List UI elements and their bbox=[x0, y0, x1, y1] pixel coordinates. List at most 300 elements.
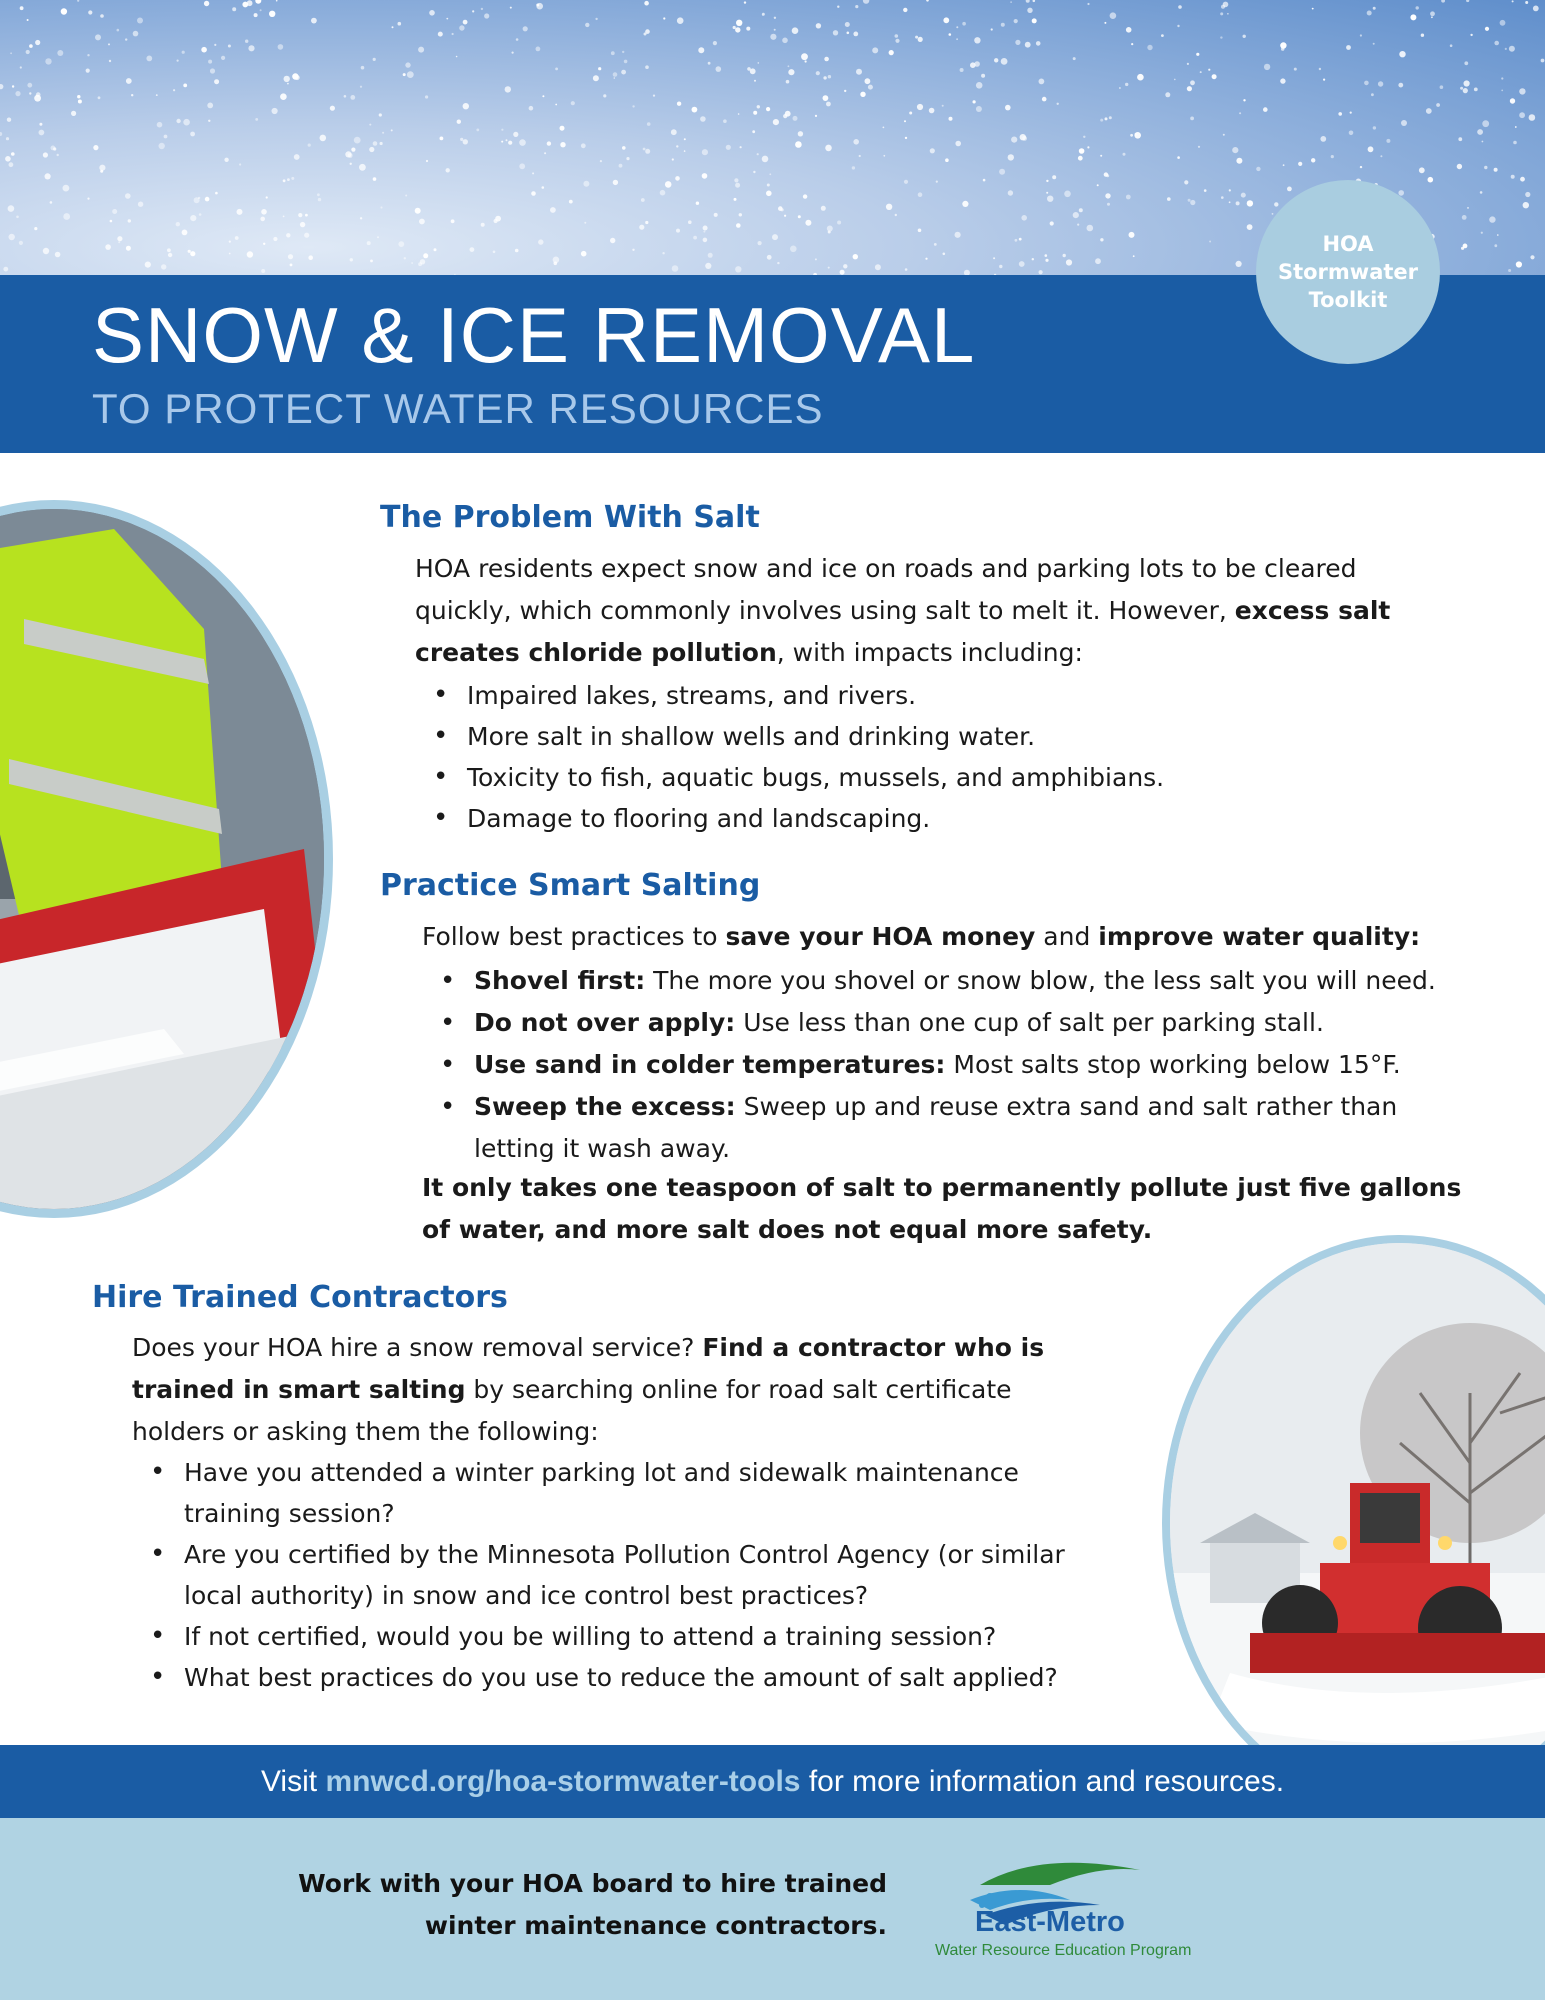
snowflake bbox=[523, 26, 528, 31]
snowflake bbox=[247, 251, 253, 257]
snowflake bbox=[1130, 134, 1133, 137]
snowflake bbox=[360, 86, 362, 88]
snowflake bbox=[1481, 232, 1483, 234]
snowflake bbox=[735, 27, 740, 32]
snowflake bbox=[1087, 225, 1094, 232]
snowflake bbox=[1046, 192, 1048, 194]
snowflake bbox=[109, 60, 111, 62]
snowflake bbox=[1474, 88, 1478, 92]
badge-line-1: HOA bbox=[1322, 232, 1374, 256]
heading-problem-with-salt: The Problem With Salt bbox=[380, 500, 760, 535]
snowflake bbox=[1485, 27, 1489, 31]
snowflake bbox=[860, 92, 865, 97]
snowflake bbox=[1104, 22, 1106, 24]
snowflake bbox=[373, 58, 376, 61]
snowflake bbox=[782, 38, 788, 44]
snowflake bbox=[960, 68, 964, 72]
snowflake bbox=[1208, 69, 1210, 71]
snowflake bbox=[407, 71, 414, 78]
snowflake bbox=[1367, 11, 1372, 16]
snowflake bbox=[781, 208, 784, 211]
snowflake bbox=[291, 177, 294, 180]
snowflake bbox=[700, 116, 706, 122]
snowflake bbox=[805, 220, 811, 226]
snowflake bbox=[991, 28, 993, 30]
snowflake bbox=[1440, 85, 1444, 89]
snowflake bbox=[1050, 221, 1054, 225]
snowflake bbox=[183, 119, 190, 126]
snowflake bbox=[1371, 93, 1374, 96]
snowflake bbox=[752, 130, 755, 133]
best-practices-list bbox=[422, 960, 1452, 1170]
snowflake bbox=[905, 268, 908, 271]
snowflake bbox=[283, 216, 285, 218]
snowflake bbox=[738, 113, 740, 115]
snowflake bbox=[506, 139, 508, 141]
list-item bbox=[422, 1044, 1452, 1086]
snowflake bbox=[639, 225, 644, 230]
snowflake bbox=[510, 7, 512, 9]
snowflake bbox=[513, 132, 518, 137]
snowflake bbox=[1430, 11, 1435, 16]
snowflake bbox=[61, 8, 67, 14]
snowflake bbox=[1500, 20, 1506, 26]
snowflake bbox=[865, 78, 871, 84]
snowflake bbox=[798, 215, 801, 218]
snowflake bbox=[263, 243, 265, 245]
snowflake bbox=[792, 27, 799, 34]
snowflake bbox=[550, 207, 556, 213]
snowflake bbox=[1232, 147, 1238, 153]
snowflake bbox=[304, 233, 309, 238]
snowflake bbox=[1229, 189, 1231, 191]
snowflake bbox=[125, 193, 131, 199]
snowflake bbox=[1005, 105, 1011, 111]
snowflake bbox=[1109, 116, 1112, 119]
snowflake bbox=[1131, 43, 1133, 45]
problem-intro-bold-1: excess salt bbox=[1234, 596, 1391, 625]
snowflake bbox=[182, 230, 188, 236]
snowflake bbox=[398, 22, 402, 26]
snowflake bbox=[145, 262, 151, 268]
snowflake bbox=[515, 249, 519, 253]
snowflake bbox=[298, 213, 302, 217]
snowflake bbox=[1466, 0, 1469, 2]
snowflake bbox=[1010, 1, 1012, 3]
snowflake bbox=[260, 9, 262, 11]
list-item: • Are you certified by the Minnesota Pollution Control Agency (or similar local authority) in snow and ice control best practices? bbox=[132, 1534, 1122, 1616]
snowflake bbox=[665, 181, 672, 188]
snowflake bbox=[198, 197, 200, 199]
snowflake bbox=[925, 258, 927, 260]
snowflake bbox=[283, 179, 286, 182]
snowflake bbox=[758, 62, 760, 64]
snowflake bbox=[229, 241, 231, 243]
list-item: • More salt in shallow wells and drinking water. bbox=[415, 716, 1415, 757]
snowflake bbox=[994, 58, 998, 62]
snowflake bbox=[1100, 119, 1103, 122]
snowflake bbox=[1428, 177, 1434, 183]
snowflake bbox=[783, 114, 787, 118]
snowflake bbox=[370, 260, 373, 263]
snowflake bbox=[1147, 45, 1152, 50]
snowflake bbox=[1426, 108, 1432, 114]
snowflake bbox=[943, 253, 946, 256]
snowflake bbox=[190, 215, 196, 221]
snowflake bbox=[611, 51, 615, 55]
snowflake bbox=[538, 239, 543, 244]
snowflake bbox=[1401, 120, 1407, 126]
snowflake bbox=[827, 226, 833, 232]
snowflake bbox=[816, 71, 820, 75]
snowflake bbox=[190, 132, 195, 137]
snowflake bbox=[1533, 5, 1539, 11]
snowflake bbox=[1220, 12, 1223, 15]
snowflake bbox=[350, 163, 352, 165]
snowflake bbox=[318, 198, 321, 201]
snowflake bbox=[1320, 136, 1326, 142]
snowflake bbox=[286, 233, 290, 237]
snowflake bbox=[708, 62, 711, 65]
snowflake bbox=[569, 200, 573, 204]
snowflake bbox=[753, 111, 757, 115]
snowflake bbox=[1200, 71, 1202, 73]
snowflake bbox=[273, 237, 277, 241]
snowflake bbox=[1026, 0, 1030, 3]
snowflake bbox=[6, 137, 9, 140]
snowflake bbox=[663, 17, 665, 19]
snowflake bbox=[696, 202, 699, 205]
snowflake bbox=[828, 231, 831, 234]
snowflake bbox=[438, 32, 443, 37]
snowflake bbox=[868, 85, 873, 90]
snowflake bbox=[100, 14, 104, 18]
snowflake bbox=[484, 13, 489, 18]
snowflake bbox=[945, 158, 949, 162]
snowflake bbox=[1319, 68, 1321, 70]
snowflake bbox=[847, 32, 850, 35]
snowflake bbox=[159, 143, 165, 149]
snowflake bbox=[247, 0, 253, 6]
snowflake bbox=[1105, 117, 1108, 120]
snowflake bbox=[434, 248, 437, 251]
snowflake bbox=[734, 178, 738, 182]
snowflake bbox=[57, 50, 63, 56]
snowflake bbox=[962, 201, 968, 207]
snowflake bbox=[542, 186, 545, 189]
snowflake bbox=[463, 139, 468, 144]
snowflake bbox=[228, 45, 231, 48]
snowflake bbox=[1480, 191, 1483, 194]
snowflake bbox=[823, 95, 829, 101]
snowflake bbox=[43, 248, 49, 254]
snowflake bbox=[451, 219, 455, 223]
snowflake bbox=[757, 153, 759, 155]
snowflake bbox=[1033, 0, 1036, 2]
snowflake bbox=[295, 75, 300, 80]
snowflake bbox=[645, 149, 650, 154]
snowflake bbox=[403, 73, 406, 76]
snowflake bbox=[105, 244, 111, 250]
snowflake bbox=[853, 254, 858, 259]
snowflake bbox=[744, 1, 746, 3]
snowflake bbox=[872, 47, 878, 53]
snowflake bbox=[1097, 184, 1099, 186]
snowflake bbox=[675, 176, 680, 181]
snowflake bbox=[501, 141, 503, 143]
snowflake bbox=[677, 17, 684, 24]
snowflake bbox=[1505, 48, 1507, 50]
snowflake bbox=[1294, 68, 1297, 71]
snowflake bbox=[1247, 200, 1253, 206]
snowflake bbox=[1239, 112, 1241, 114]
snowflake bbox=[459, 25, 464, 30]
resources-link[interactable]: mnwcd.org/hoa-stormwater-tools bbox=[325, 1764, 801, 1798]
snowflake bbox=[583, 181, 589, 187]
snowflake bbox=[29, 44, 33, 48]
snowflake bbox=[495, 216, 501, 222]
contractors-intro-line-1 bbox=[132, 1327, 1112, 1369]
snowflake bbox=[1368, 146, 1374, 152]
snowflake bbox=[1467, 207, 1469, 209]
snowflake bbox=[1209, 241, 1211, 243]
snowflake bbox=[676, 145, 678, 147]
snowflake bbox=[626, 157, 629, 160]
problem-intro-line-2-text: quickly, which commonly involves using salt to melt it. However, bbox=[415, 596, 1227, 625]
snowflake bbox=[949, 117, 953, 121]
snowflake bbox=[215, 192, 218, 195]
snowflake bbox=[693, 236, 697, 240]
snowflake bbox=[50, 201, 53, 204]
snowflake bbox=[380, 206, 382, 208]
snowflake bbox=[837, 6, 839, 8]
snowflake bbox=[288, 254, 293, 259]
snowflake bbox=[269, 11, 275, 17]
snowflake bbox=[354, 137, 361, 144]
snowflake bbox=[261, 209, 267, 215]
contractors-intro-line-2 bbox=[132, 1369, 1112, 1411]
snowflake bbox=[853, 139, 859, 145]
snowflake bbox=[1236, 261, 1242, 267]
snowflake bbox=[182, 51, 185, 54]
snowflake bbox=[1187, 86, 1192, 91]
visit-text-2: for more information and resources. bbox=[800, 1764, 1285, 1798]
snowflake bbox=[71, 111, 76, 116]
snowflake bbox=[766, 191, 772, 197]
contractors-intro bbox=[132, 1327, 1112, 1453]
snowflake bbox=[118, 241, 120, 243]
snowflake bbox=[1236, 201, 1240, 205]
practice-label: Sweep the excess: bbox=[474, 1092, 736, 1121]
snowflake bbox=[1378, 81, 1383, 86]
snowflake bbox=[740, 146, 742, 148]
snowflake bbox=[470, 247, 475, 252]
snowflake bbox=[255, 118, 258, 121]
problem-intro-bold-2: creates chloride pollution bbox=[415, 638, 777, 667]
snowflake bbox=[662, 252, 664, 254]
snowflake bbox=[560, 142, 565, 147]
snowflake bbox=[1515, 126, 1517, 128]
snowflake bbox=[918, 37, 923, 42]
snowflake bbox=[10, 52, 12, 54]
snowflake bbox=[1025, 42, 1031, 48]
snowflake bbox=[55, 252, 61, 258]
snowflake bbox=[644, 33, 647, 36]
snowflake bbox=[360, 217, 362, 219]
snowflake bbox=[1331, 155, 1334, 158]
snowflake bbox=[1311, 158, 1315, 162]
snowflake bbox=[1188, 199, 1191, 202]
salt-warning-note bbox=[422, 1167, 1502, 1251]
snowflake bbox=[824, 57, 829, 62]
snowflake bbox=[762, 156, 769, 163]
snowflake bbox=[1494, 244, 1497, 247]
snowflake bbox=[1280, 78, 1285, 83]
snowflake bbox=[183, 84, 187, 88]
snowflake bbox=[529, 106, 534, 111]
snowflake bbox=[1509, 46, 1515, 52]
smart-intro-bold-1: save your HOA money bbox=[725, 922, 1036, 951]
snowflake bbox=[585, 23, 589, 27]
snowflake bbox=[1036, 41, 1041, 46]
badge-line-2: Stormwater bbox=[1277, 260, 1419, 284]
snowflake bbox=[377, 236, 379, 238]
snowflake bbox=[20, 66, 22, 68]
heading-hire-trained-contractors: Hire Trained Contractors bbox=[92, 1280, 508, 1315]
snowflake bbox=[1264, 64, 1270, 70]
snowflake bbox=[16, 216, 19, 219]
snowflake bbox=[889, 50, 894, 55]
smart-intro bbox=[422, 916, 1482, 958]
snowflake bbox=[1125, 83, 1128, 86]
snowflake bbox=[1243, 99, 1245, 101]
snowflake bbox=[287, 83, 289, 85]
snowflake bbox=[1416, 6, 1419, 9]
snowflake bbox=[9, 162, 14, 167]
snowflake bbox=[784, 215, 786, 217]
snowflake bbox=[463, 20, 468, 25]
snowflake bbox=[205, 197, 210, 202]
snowflake bbox=[770, 34, 776, 40]
logo-name: East-Metro bbox=[975, 1906, 1125, 1938]
snowflake bbox=[1256, 167, 1260, 171]
snowflake bbox=[239, 163, 241, 165]
snowflake bbox=[373, 177, 377, 181]
snowflake bbox=[828, 267, 830, 269]
snowflake bbox=[9, 234, 15, 240]
snowflake bbox=[276, 0, 278, 2]
snowflake bbox=[207, 103, 213, 109]
snowflake bbox=[199, 213, 202, 216]
snowflake bbox=[1165, 92, 1170, 97]
snowflake bbox=[95, 34, 101, 40]
snowflake bbox=[57, 154, 59, 156]
snowflake bbox=[290, 264, 293, 267]
snowflake bbox=[904, 180, 908, 184]
snowflake bbox=[1064, 191, 1071, 198]
snowflake bbox=[1032, 258, 1034, 260]
snowflake bbox=[767, 255, 772, 260]
salt-warning-line-2: of water, and more salt does not equal more safety. bbox=[422, 1215, 1153, 1244]
snowflake bbox=[676, 229, 680, 233]
snowflake bbox=[856, 69, 862, 75]
snowflake bbox=[1126, 195, 1131, 200]
snowflake bbox=[138, 202, 143, 207]
snowflake bbox=[734, 198, 737, 201]
snowflake bbox=[452, 33, 454, 35]
snowflake bbox=[936, 181, 938, 183]
snowflake bbox=[224, 158, 228, 162]
snowflake bbox=[344, 95, 347, 98]
snowflake bbox=[786, 80, 790, 84]
snowflake bbox=[973, 100, 976, 103]
snowflake bbox=[481, 223, 485, 227]
snowflake bbox=[392, 26, 394, 28]
snowflake bbox=[774, 29, 776, 31]
snowflake bbox=[632, 105, 634, 107]
snowflake bbox=[112, 209, 117, 214]
snowflake bbox=[19, 241, 23, 245]
snowflake bbox=[43, 152, 48, 157]
snowflake bbox=[1525, 1, 1528, 4]
snowflake bbox=[508, 141, 512, 145]
snowflake bbox=[904, 120, 906, 122]
snowflake bbox=[77, 0, 79, 2]
snowflake bbox=[20, 6, 24, 10]
snowflake bbox=[703, 238, 708, 243]
snowflake bbox=[1015, 40, 1020, 45]
snowflake bbox=[78, 100, 82, 104]
snowflake bbox=[852, 166, 855, 169]
snowflake bbox=[1046, 180, 1048, 182]
snowflake bbox=[1360, 166, 1362, 168]
snowflake bbox=[300, 222, 305, 227]
snowflake bbox=[278, 44, 284, 50]
list-item bbox=[422, 1002, 1452, 1044]
snowflake bbox=[1014, 19, 1018, 23]
snowflake bbox=[1287, 187, 1292, 192]
snowflake bbox=[801, 53, 808, 60]
snowflake bbox=[1019, 238, 1022, 241]
snowflake bbox=[1494, 41, 1499, 46]
snowflake bbox=[1458, 137, 1462, 141]
problem-intro-line-3 bbox=[415, 632, 1455, 674]
snowflake bbox=[788, 69, 794, 75]
snowflake bbox=[1190, 117, 1194, 121]
snowflake bbox=[5, 156, 11, 162]
snowflake bbox=[457, 120, 461, 124]
snowflake bbox=[1519, 88, 1525, 94]
snowflake bbox=[1066, 259, 1072, 265]
snowflake bbox=[886, 204, 892, 210]
snowflake bbox=[1042, 97, 1047, 102]
snowflake bbox=[1123, 153, 1126, 156]
snowflake bbox=[420, 259, 425, 264]
snowflake bbox=[1243, 35, 1246, 38]
snowflake bbox=[1135, 133, 1138, 136]
snowflake bbox=[610, 238, 615, 243]
snowflake bbox=[1323, 79, 1325, 81]
snowflake bbox=[1174, 79, 1176, 81]
snowflake bbox=[903, 8, 907, 12]
snowflake bbox=[481, 8, 483, 10]
snowflake bbox=[146, 56, 152, 62]
snowflake bbox=[560, 126, 565, 131]
snowflake bbox=[398, 241, 404, 247]
snowflake bbox=[1177, 25, 1179, 27]
snowflake bbox=[35, 40, 40, 45]
snowflake bbox=[1236, 158, 1242, 164]
